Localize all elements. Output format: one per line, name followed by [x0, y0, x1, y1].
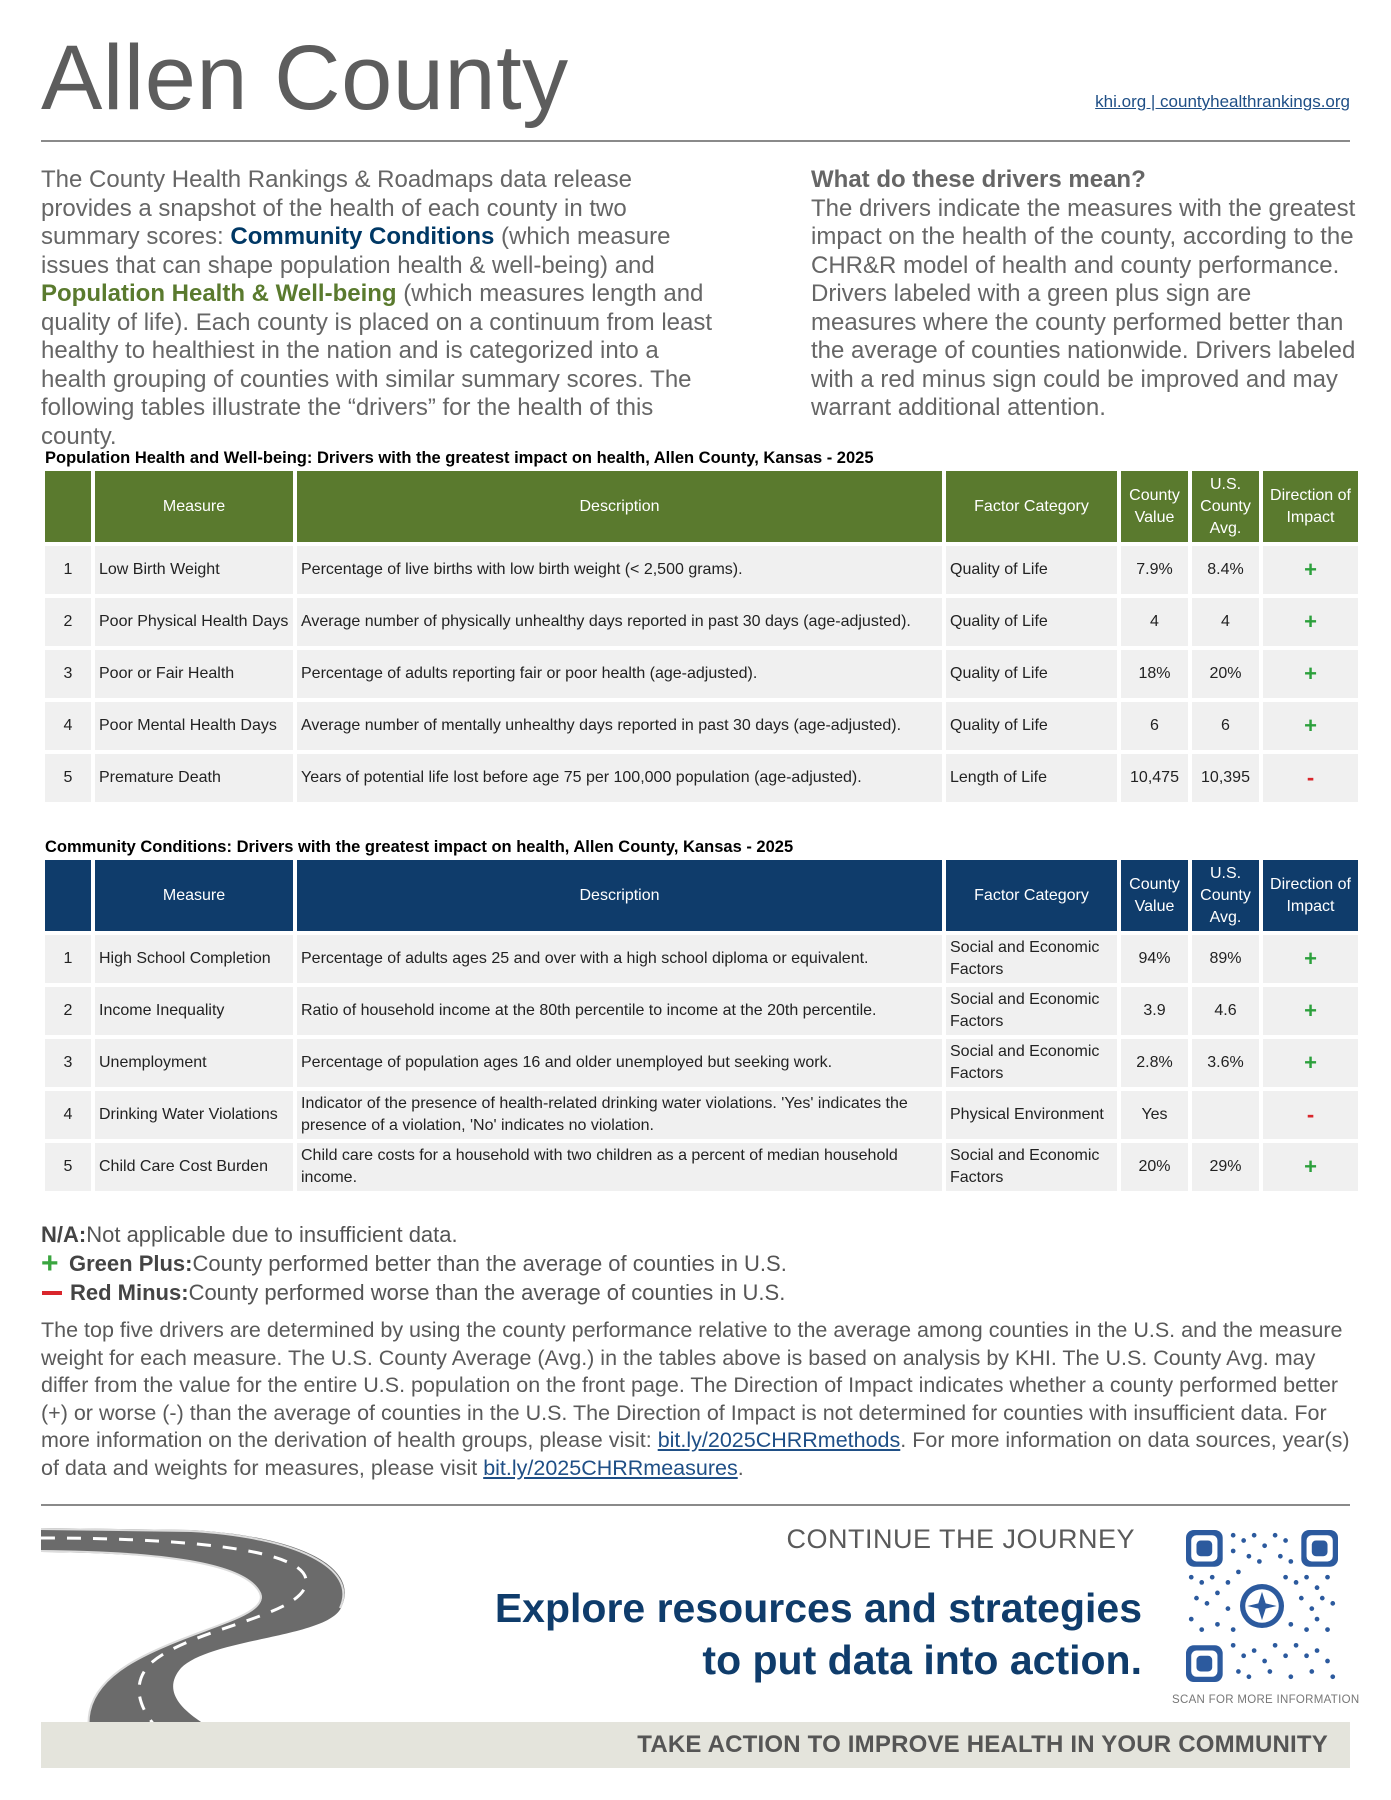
measure-header: Measure — [95, 860, 293, 931]
table-header-row — [45, 860, 1358, 931]
us-avg-header: U.S. County Avg. — [1192, 471, 1259, 542]
measure-cell: Unemployment — [95, 1039, 293, 1087]
row-number: 3 — [45, 1039, 91, 1087]
na-text: Not applicable due to insufficient data. — [86, 1222, 458, 1247]
description-cell: Average number of mentally unhealthy days reported in past 30 days (age-adjusted). — [297, 702, 942, 750]
table-row — [45, 1143, 1358, 1191]
county-value-cell: 3.9 — [1121, 987, 1188, 1035]
direction-cell: + — [1263, 987, 1358, 1035]
factor-category-cell: Quality of Life — [946, 702, 1117, 750]
page-header — [41, 28, 1350, 142]
row-number: 3 — [45, 650, 91, 698]
continue-heading: CONTINUE THE JOURNEY — [786, 1524, 1135, 1554]
row-number: 1 — [45, 935, 91, 983]
drivers-explanation — [811, 166, 1356, 423]
description-header: Description — [297, 860, 942, 931]
notes-text-2: . For more information on data sources, year(s) of data and weights for measures, please visit — [41, 1428, 1350, 1480]
row-number: 2 — [45, 598, 91, 646]
minus-label: Red Minus: — [70, 1280, 189, 1305]
us-avg-cell: 4 — [1192, 598, 1259, 646]
population-table-title: Population Health and Well-being: Drivers with the greatest impact on health, Allen County, Kansas - 2025 — [45, 449, 874, 467]
factor-category-cell: Physical Environment — [946, 1091, 1117, 1139]
plus-text: County performed better than the average of counties in U.S. — [192, 1251, 787, 1276]
us-avg-cell: 29% — [1192, 1143, 1259, 1191]
description-header: Description — [297, 471, 942, 542]
rank-header — [45, 471, 91, 542]
county-value-header: County Value — [1121, 471, 1188, 542]
direction-cell: + — [1263, 1039, 1358, 1087]
measure-cell: Poor or Fair Health — [95, 650, 293, 698]
drivers-question: What do these drivers mean? — [811, 166, 1146, 193]
row-number: 1 — [45, 546, 91, 594]
na-label: N/A: — [41, 1222, 87, 1247]
us-avg-cell: 20% — [1192, 650, 1259, 698]
measure-cell: Drinking Water Violations — [95, 1091, 293, 1139]
measures-link[interactable]: bit.ly/2025CHRRmeasures — [483, 1455, 738, 1480]
table-row — [45, 650, 1358, 698]
rank-header — [45, 860, 91, 931]
row-number: 2 — [45, 987, 91, 1035]
county-value-header: County Value — [1121, 860, 1188, 931]
county-value-cell: 20% — [1121, 1143, 1188, 1191]
factor-category-cell: Social and Economic Factors — [946, 1143, 1117, 1191]
table-row — [45, 987, 1358, 1035]
table-row — [45, 546, 1358, 594]
measure-cell: Premature Death — [95, 754, 293, 802]
population-health-term: Population Health & Well-being — [41, 280, 397, 307]
us-avg-cell: 6 — [1192, 702, 1259, 750]
scan-caption: SCAN FOR MORE INFORMATION — [1172, 1694, 1360, 1706]
legend-na — [41, 1220, 787, 1249]
intro-paragraph — [41, 166, 721, 451]
description-cell: Average number of physically unhealthy days reported in past 30 days (age-adjusted). — [297, 598, 942, 646]
factor-category-header: Factor Category — [946, 471, 1117, 542]
description-cell: Percentage of live births with low birth weight (< 2,500 grams). — [297, 546, 942, 594]
measure-cell: Low Birth Weight — [95, 546, 293, 594]
row-number: 4 — [45, 702, 91, 750]
direction-cell: - — [1263, 754, 1358, 802]
factor-category-cell: Social and Economic Factors — [946, 935, 1117, 983]
row-number: 5 — [45, 1143, 91, 1191]
table-row — [45, 935, 1358, 983]
us-avg-cell — [1192, 1091, 1259, 1139]
county-value-cell: 10,475 — [1121, 754, 1188, 802]
intro-text-1: The County Health Rankings & Roadmaps data release provides a snapshot of the health of each county in two summary scores: — [41, 166, 632, 250]
plus-label: Green Plus: — [69, 1251, 193, 1276]
methodology-notes — [41, 1317, 1357, 1482]
table-row — [45, 598, 1358, 646]
direction-header: Direction of Impact — [1263, 860, 1358, 931]
community-conditions-term: Community Conditions — [230, 223, 495, 250]
factor-category-cell: Quality of Life — [946, 546, 1117, 594]
row-number: 4 — [45, 1091, 91, 1139]
legend-minus — [41, 1278, 787, 1307]
direction-cell: - — [1263, 1091, 1358, 1139]
direction-header: Direction of Impact — [1263, 471, 1358, 542]
table-row — [45, 1039, 1358, 1087]
county-value-cell: 2.8% — [1121, 1039, 1188, 1087]
measure-header: Measure — [95, 471, 293, 542]
call-to-action-bar — [41, 1722, 1350, 1768]
description-cell: Percentage of population ages 16 and older unemployed but seeking work. — [297, 1039, 942, 1087]
row-number: 5 — [45, 754, 91, 802]
factor-category-cell: Social and Economic Factors — [946, 1039, 1117, 1087]
legend — [41, 1220, 787, 1307]
direction-cell: + — [1263, 598, 1358, 646]
us-avg-cell: 8.4% — [1192, 546, 1259, 594]
county-value-cell: 7.9% — [1121, 546, 1188, 594]
us-avg-cell: 10,395 — [1192, 754, 1259, 802]
county-value-cell: 4 — [1121, 598, 1188, 646]
direction-cell: + — [1263, 650, 1358, 698]
direction-cell: + — [1263, 702, 1358, 750]
description-cell: Ratio of household income at the 80th percentile to income at the 20th percentile. — [297, 987, 942, 1035]
qr-code-icon[interactable] — [1186, 1530, 1338, 1682]
methods-link[interactable]: bit.ly/2025CHRRmethods — [657, 1428, 901, 1452]
direction-cell: + — [1263, 546, 1358, 594]
intro-text-3: (which measures length and quality of life). Each county is placed on a continuum from least healthy to healthiest in the nation and is categorized into a health grouping of counties with similar summary scores. The following tables illustrate the “drivers” for the health of this county. — [41, 280, 713, 450]
measure-cell: Poor Physical Health Days — [95, 598, 293, 646]
factor-category-cell: Quality of Life — [946, 598, 1117, 646]
us-avg-cell: 4.6 — [1192, 987, 1259, 1035]
red-minus-icon — [42, 1291, 62, 1295]
factor-category-cell: Length of Life — [946, 754, 1117, 802]
table-header-row — [45, 471, 1358, 542]
community-table-title: Community Conditions: Drivers with the greatest impact on health, Allen County, Kansas - 2025 — [45, 838, 794, 856]
table-row — [45, 702, 1358, 750]
direction-cell: + — [1263, 1143, 1358, 1191]
description-cell: Indicator of the presence of health-related drinking water violations. 'Yes' indicates the presence of a violation, 'No' indicates no violation. — [297, 1091, 942, 1139]
explore-heading — [495, 1582, 1142, 1686]
measure-cell: Poor Mental Health Days — [95, 702, 293, 750]
description-cell: Years of potential life lost before age 75 per 100,000 population (age-adjusted). — [297, 754, 942, 802]
drivers-text: The drivers indicate the measures with the greatest impact on the health of the county, according to the CHR&R model of health and county performance. Drivers labeled with a green plus sign are measures where the county performed better than the average of counties nationwide. Drivers labeled with a red minus sign could be improved and may warrant additional attention. — [811, 194, 1356, 421]
notes-text-1: The top five drivers are determined by using the county performance relative to the average among counties in the U.S. and the measure weight for each measure. The U.S. County Average (Avg.) in the tables above is based on analysis by KHI. The U.S. County Avg. may differ from the value for the entire U.S. population on the front page. The Direction of Impact indicates whether a county performed better (+) or worse (-) than the average of counties in the U.S. The Direction of Impact is not determined for counties with insufficient data. For more information on the derivation of health groups, please visit: — [41, 1318, 1343, 1452]
factor-category-header: Factor Category — [946, 860, 1117, 931]
call-to-action-text: TAKE ACTION TO IMPROVE HEALTH IN YOUR COMMUNITY — [637, 1731, 1328, 1758]
us-avg-cell: 3.6% — [1192, 1039, 1259, 1087]
explore-line-1: Explore resources and strategies — [494, 1585, 1142, 1631]
description-cell: Percentage of adults reporting fair or poor health (age-adjusted). — [297, 650, 942, 698]
county-value-cell: 18% — [1121, 650, 1188, 698]
description-cell: Percentage of adults ages 25 and over with a high school diploma or equivalent. — [297, 935, 942, 983]
county-value-cell: 94% — [1121, 935, 1188, 983]
footer-divider — [41, 1504, 1350, 1506]
website-link[interactable]: khi.org | countyhealthrankings.org — [1095, 92, 1350, 111]
measure-cell: Child Care Cost Burden — [95, 1143, 293, 1191]
us-avg-cell: 89% — [1192, 935, 1259, 983]
explore-line-2: to put data into action. — [702, 1637, 1142, 1683]
green-plus-icon: + — [41, 1246, 59, 1280]
population-drivers-table — [41, 467, 1362, 806]
measure-cell: Income Inequality — [95, 987, 293, 1035]
factor-category-cell: Social and Economic Factors — [946, 987, 1117, 1035]
us-avg-header: U.S. County Avg. — [1192, 860, 1259, 931]
intro-text-2: (which measure issues that can shape population health & well-being) and — [41, 223, 671, 279]
county-value-cell: 6 — [1121, 702, 1188, 750]
county-value-cell: Yes — [1121, 1091, 1188, 1139]
table-row — [45, 754, 1358, 802]
page-title: Allen County — [41, 27, 569, 129]
community-drivers-table — [41, 856, 1362, 1195]
table-row — [45, 1091, 1358, 1139]
notes-text-3: . — [737, 1455, 744, 1480]
legend-plus — [41, 1246, 787, 1280]
minus-text: County performed worse than the average of counties in U.S. — [188, 1280, 786, 1305]
description-cell: Child care costs for a household with two children as a percent of median household income. — [297, 1143, 942, 1191]
measure-cell: High School Completion — [95, 935, 293, 983]
direction-cell: + — [1263, 935, 1358, 983]
factor-category-cell: Quality of Life — [946, 650, 1117, 698]
